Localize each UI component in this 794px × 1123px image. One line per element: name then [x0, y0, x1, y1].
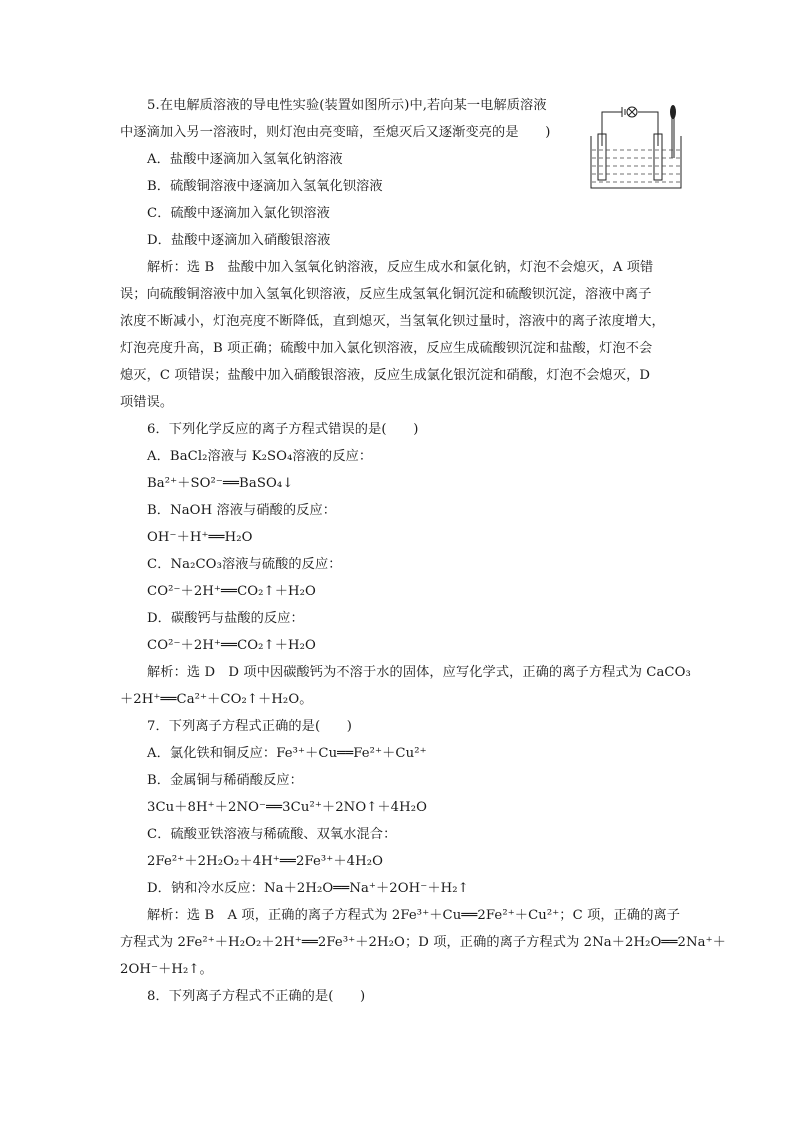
q5-option-b: B．硫酸铜溶液中逐滴加入氢氧化钡溶液 [147, 179, 383, 194]
q5-stem-line1: 5.在电解质溶液的导电性实验(装置如图所示)中,若向某一电解质溶液 [147, 98, 547, 113]
q7-option-d: D．钠和冷水反应：Na＋2H₂O══Na⁺＋2OH⁻＋H₂↑ [147, 881, 469, 896]
q6-equation-d: CO²⁻＋2H⁺══CO₂↑＋H₂O [147, 638, 316, 653]
q7-stem: 7．下列离子方程式正确的是( ) [147, 719, 353, 734]
q7-answer-line3: 2OH⁻＋H₂↑。 [120, 962, 213, 977]
q6-equation-a: Ba²⁺＋SO²⁻══BaSO₄↓ [147, 476, 294, 491]
q6-answer-line2: ＋2H⁺══Ca²⁺＋CO₂↑＋H₂O。 [120, 692, 313, 707]
q6-stem: 6．下列化学反应的离子方程式错误的是( ) [147, 422, 419, 437]
q7-option-c: C．硫酸亚铁溶液与稀硫酸、双氧水混合： [147, 827, 397, 842]
q7-answer-line2: 方程式为 2Fe²⁺＋H₂O₂＋2H⁺══2Fe³⁺＋2H₂O；D 项，正确的离子方程式为 2Na＋2H₂O══2Na⁺＋ [120, 935, 726, 950]
q5-answer-line1: 解析：选 B 盐酸中加入氢氧化钠溶液，反应生成水和氯化钠，灯泡不会熄灭，A 项错 [147, 260, 654, 275]
q6-answer-line1: 解析：选 D D 项中因碳酸钙为不溶于水的固体，应写化学式，正确的离子方程式为 CaCO₃ [147, 665, 691, 680]
q5-option-c: C．硫酸中逐滴加入氯化钡溶液 [147, 206, 330, 221]
q5-answer-line6: 项错误。 [120, 395, 174, 410]
q5-answer-line3: 浓度不断减小，灯泡亮度不断降低，直到熄灭，当氢氧化钡过量时，溶液中的离子浓度增大， [120, 314, 665, 329]
q7-answer-line1: 解析：选 B A 项，正确的离子方程式为 2Fe³⁺＋Cu══2Fe²⁺＋Cu²⁺；C 项，正确的离子 [147, 908, 681, 923]
q5-stem-line2: 中逐滴加入另一溶液时，则灯泡由亮变暗，至熄灭后又逐渐变亮的是 ) [120, 125, 551, 140]
q7-equation-b: 3Cu＋8H⁺＋2NO⁻══3Cu²⁺＋2NO↑＋4H₂O [147, 800, 428, 815]
q6-option-a: A．BaCl₂溶液与 K₂SO₄溶液的反应： [147, 449, 373, 464]
q7-option-a: A．氯化铁和铜反应：Fe³⁺＋Cu══Fe²⁺＋Cu²⁺ [147, 746, 427, 761]
q6-option-c: C．Na₂CO₃溶液与硫酸的反应： [147, 557, 342, 572]
q5-answer-line2: 误；向硫酸铜溶液中加入氢氧化钡溶液，反应生成氢氧化铜沉淀和硫酸钡沉淀，溶液中离子 [120, 287, 652, 302]
q5-answer-line4: 灯泡亮度升高，B 项正确；硫酸中加入氯化钡溶液，反应生成硫酸钡沉淀和盐酸，灯泡不会 [120, 341, 653, 356]
q8-stem: 8．下列离子方程式不正确的是( ) [147, 989, 366, 1004]
q6-option-b: B．NaOH 溶液与硝酸的反应： [147, 503, 337, 518]
q7-equation-c: 2Fe²⁺＋2H₂O₂＋4H⁺══2Fe³⁺＋4H₂O [147, 854, 383, 869]
q6-equation-b: OH⁻＋H⁺══H₂O [147, 530, 253, 545]
q5-answer-line5: 熄灭，C 项错误；盐酸中加入硝酸银溶液，反应生成氯化银沉淀和硝酸，灯泡不会熄灭，D [120, 368, 651, 383]
q5-option-a: A．盐酸中逐滴加入氢氧化钠溶液 [147, 152, 343, 167]
q5-option-d: D．盐酸中逐滴加入硝酸银溶液 [147, 233, 331, 248]
q6-equation-c: CO²⁻＋2H⁺══CO₂↑＋H₂O [147, 584, 316, 599]
q6-option-d: D．碳酸钙与盐酸的反应： [147, 611, 304, 626]
conductivity-apparatus-icon [588, 100, 684, 192]
q7-option-b: B．金属铜与稀硝酸反应： [147, 773, 303, 788]
